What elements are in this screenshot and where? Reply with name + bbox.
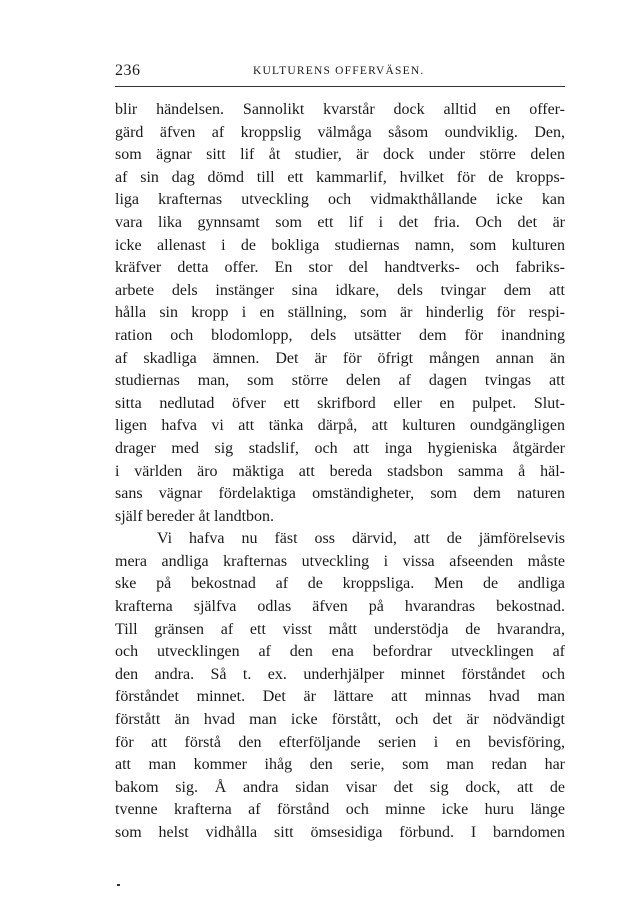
text-line: Till gränsen af ett visst mått understödja de hvarandra,	[115, 620, 565, 638]
text-line: som helst vidhålla sitt ömsesidiga förbund. I barndomen	[115, 824, 565, 841]
text-line: sitta nedlutad öfver ett skrifbord eller en pulpet. Slut-	[115, 394, 565, 412]
text-line: den andra. Så t. ex. underhjälper minnet förståndet och	[115, 665, 565, 683]
text-line: förstått än hvad man icke förstått, och det är nödvändigt	[115, 711, 565, 729]
text-line: krafterna själfva odlas äfven på hvarandras bekostnad.	[115, 598, 565, 616]
text-line: i världen äro mäktiga att bereda stadsbon samma å häl-	[115, 462, 565, 480]
text-line: blir händelsen. Sannolikt kvarstår dock alltid en offer-	[115, 101, 565, 118]
text-line: sans vägnar fördelaktiga omständigheter, som dem naturen	[115, 485, 565, 503]
text-line: som ägnar sitt lif åt studier, är dock under större delen	[115, 146, 565, 164]
text-line: icke allenast i de bokliga studiernas namn, som kulturen	[115, 236, 565, 254]
text-line: ration och blodomlopp, dels utsätter dem för inandning	[115, 326, 565, 344]
text-line: af sin dag dömd till ett kammarlif, hvilket för de kropps-	[115, 168, 565, 186]
text-line: ligen hafva vi att tänka därpå, att kulturen oundgängligen	[115, 417, 565, 435]
text-line: af skadliga ämnen. Det är för öfrigt mången annan än	[115, 349, 565, 367]
text-line: hålla sin kropp i en ställning, som är hinderlig för respi-	[115, 304, 565, 322]
text-line: kräfver detta offer. En stor del handtverks- och fabriks-	[115, 259, 565, 277]
header-rule	[115, 86, 565, 87]
text-line: ske på bekostnad af de kroppsliga. Men de andliga	[115, 575, 565, 593]
text-line: drager med sig stadslif, och att inga hygieniska åtgärder	[115, 439, 565, 457]
running-head: KULTURENS OFFERVÄSEN.	[253, 65, 425, 77]
body-text	[115, 99, 565, 845]
text-line: förståndet minnet. Det är lättare att minnas hvad man	[115, 688, 565, 706]
print-speck	[117, 884, 120, 886]
text-line: för att förstå den efterföljande serien i en bevisföring,	[115, 733, 565, 751]
text-line: vara lika gynnsamt som ett lif i det fria. Och det är	[115, 213, 565, 231]
page-header	[115, 62, 565, 84]
text-line: själf bereder åt landtbon.	[115, 507, 275, 525]
text-line: liga krafternas utveckling och vidmakthållande icke kan	[115, 191, 565, 209]
text-line: gärd äfven af kroppslig välmåga såsom oundviklig. Den,	[115, 123, 565, 141]
text-line: bakom sig. Å andra sidan visar det sig dock, att de	[115, 778, 565, 796]
text-line: Vi hafva nu fäst oss därvid, att de jämförelsevis	[157, 530, 565, 548]
text-line: tvenne krafterna af förstånd och minne icke huru länge	[115, 801, 565, 819]
page-number: 236	[115, 62, 141, 79]
text-line: att man kommer ihåg den serie, som man redan har	[115, 756, 565, 774]
text-line: studiernas man, som större delen af dagen tvingas att	[115, 372, 565, 390]
text-line: och utvecklingen af den ena befordrar utvecklingen af	[115, 643, 565, 661]
text-line: mera andliga krafternas utveckling i vissa afseenden måste	[115, 552, 565, 570]
text-line: arbete dels instänger sina idkare, dels tvingar dem att	[115, 281, 565, 299]
